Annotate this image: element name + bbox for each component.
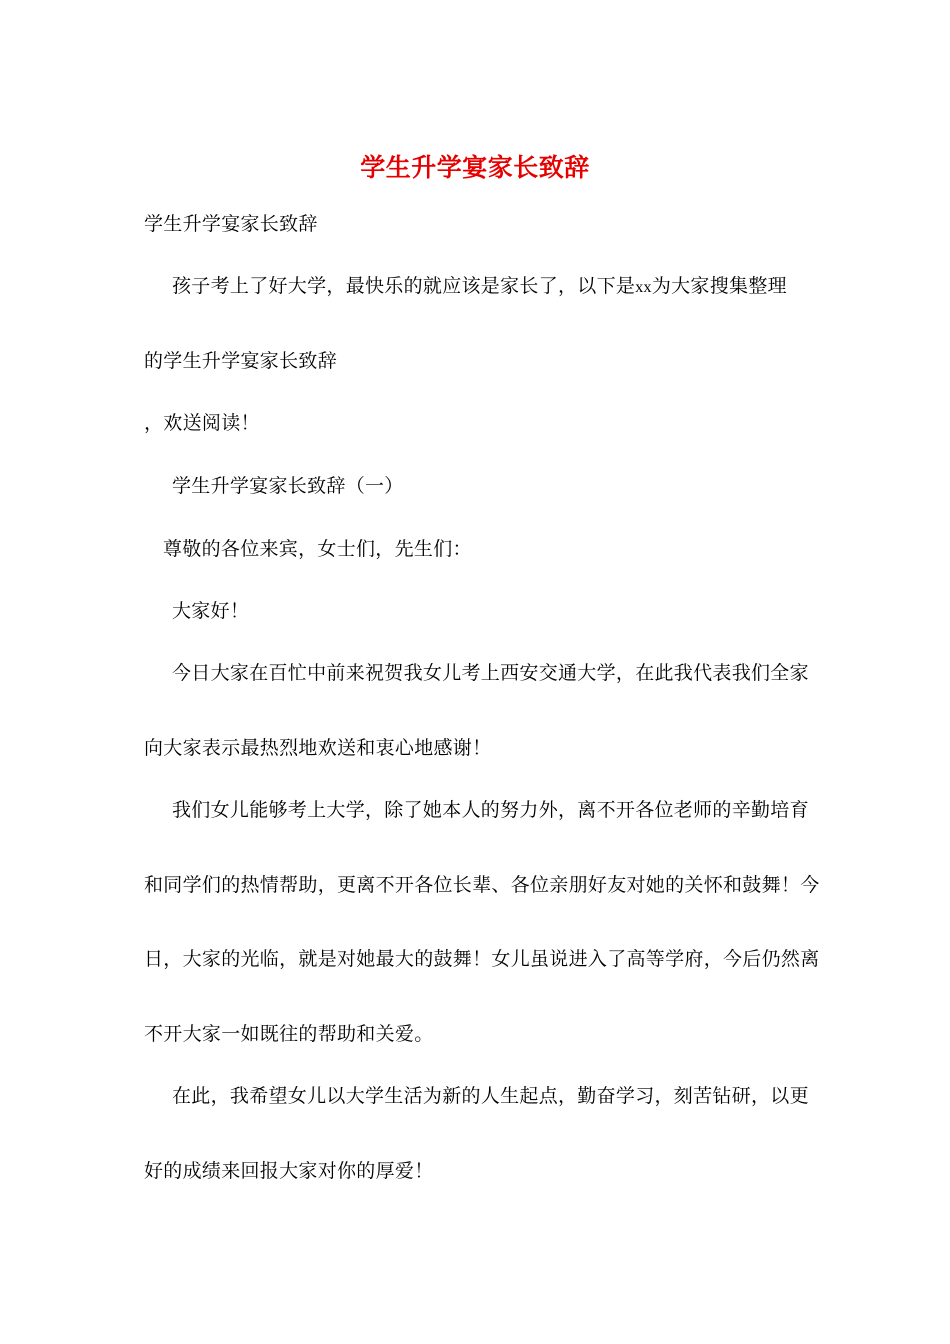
- para2-line-1: 我们女儿能够考上大学，除了她本人的努力外，离不开各位老师的辛勤培育: [172, 799, 809, 821]
- intro-line-1-before: 孩子考上了好大学，最快乐的就应该是家长了，以下是: [172, 275, 636, 297]
- para3-line-1: 在此，我希望女儿以大学生活为新的人生起点，勤奋学习，刻苦钻研，以更: [172, 1085, 809, 1107]
- intro-line-1-after: 为大家搜集整理: [651, 275, 787, 297]
- para2-line-4: 不开大家一如既往的帮助和关爱。: [144, 1023, 434, 1045]
- intro-xx: xx: [635, 279, 652, 296]
- para2-line-2: 和同学们的热情帮助，更离不开各位长辈、各位亲朋好友对她的关怀和鼓舞！今: [144, 874, 820, 896]
- section-heading: 学生升学宴家长致辞（一）: [172, 475, 404, 497]
- para1-line-1: 今日大家在百忙中前来祝贺我女儿考上西安交通大学，在此我代表我们全家: [172, 662, 809, 684]
- para1-line-2: 向大家表示最热烈地欢送和衷心地感谢！: [144, 737, 492, 759]
- document-subtitle: 学生升学宴家长致辞: [144, 213, 318, 235]
- intro-line-3: ，欢送阅读！: [144, 412, 260, 434]
- intro-line-1: [172, 273, 787, 301]
- greeting: 尊敬的各位来宾，女士们，先生们：: [163, 538, 472, 560]
- hello: 大家好！: [172, 600, 250, 622]
- para2-line-3: 日，大家的光临，就是对她最大的鼓舞！女儿虽说进入了高等学府，今后仍然离: [144, 948, 820, 970]
- para3-line-2: 好的成绩来回报大家对你的厚爱！: [144, 1160, 434, 1182]
- intro-line-2: 的学生升学宴家长致辞: [144, 350, 338, 372]
- document-title: 学生升学宴家长致辞: [360, 153, 590, 182]
